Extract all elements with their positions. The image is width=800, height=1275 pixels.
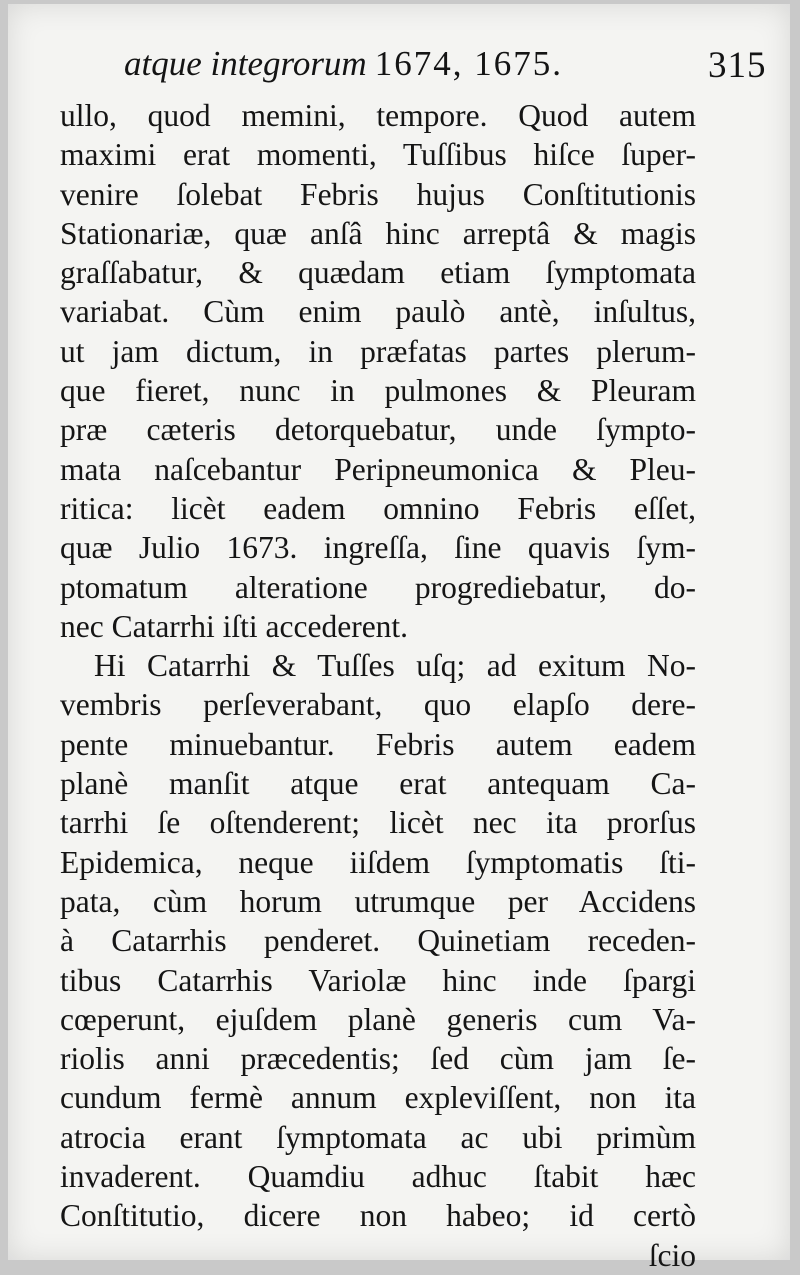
- text-line: que fieret, nunc in pulmones & Pleuram: [60, 373, 696, 409]
- text-line: ut jam dictum, in præfatas partes plerum-: [60, 333, 696, 369]
- text-line: venire ſolebat Febris hujus Conſtitutionis: [60, 176, 696, 212]
- paragraph-2: [60, 646, 696, 1275]
- page-number: 315: [708, 45, 767, 86]
- text-line: quæ Julio 1673. ingreſſa, ſine quavis ſym-: [60, 530, 696, 566]
- text-line: planè manſit atque erat antequam Ca-: [60, 766, 696, 802]
- text-line: ullo, quod memini, tempore. Quod autem: [60, 98, 696, 133]
- text-line: cœperunt, ejuſdem planè generis cum Va-: [60, 1001, 696, 1037]
- text-line: pata, cùm horum utrumque per Accidens: [60, 883, 696, 919]
- text-line: ptomatum alteratione progrediebatur, do-: [60, 569, 696, 605]
- text-line: ritica: licèt eadem omnino Febris eſſet,: [60, 490, 696, 526]
- text-line: Stationariæ, quæ anſâ hinc arreptâ & magis: [60, 215, 696, 251]
- book-page: [8, 4, 790, 1273]
- text-line: cundum fermè annum expleviſſent, non ita: [60, 1080, 696, 1116]
- running-head: [124, 44, 624, 90]
- paragraph-1: [60, 96, 696, 646]
- text-line: invaderent. Quamdiu adhuc ſtabit hæc: [60, 1159, 696, 1195]
- text-line: riolis anni præcedentis; ſed cùm jam ſe-: [60, 1041, 696, 1077]
- text-line: tibus Catarrhis Variolæ hinc inde ſpargi: [60, 962, 696, 998]
- text-line: Hi Catarrhi & Tuſſes uſq; ad exitum No-: [94, 648, 696, 684]
- text-line: maximi erat momenti, Tuſſibus hiſce ſuper-: [60, 137, 696, 173]
- text-line: Epidemica, neque iiſdem ſymptomatis ſti-: [60, 844, 696, 880]
- text-line: atrocia erant ſymptomata ac ubi primùm: [60, 1119, 696, 1155]
- text-line: tarrhi ſe oſtenderent; licèt nec ita prorſus: [60, 805, 696, 841]
- text-line: præ cæteris detorquebatur, unde ſympto-: [60, 412, 696, 448]
- text-line: vembris perſeverabant, quo elapſo dere-: [60, 687, 696, 723]
- text-line: graſſabatur, & quædam etiam ſymptomata: [60, 255, 696, 291]
- text-line: pente minuebantur. Febris autem eadem: [60, 726, 696, 762]
- running-head-text: atque integrorum: [124, 44, 367, 83]
- text-line: à Catarrhis penderet. Quinetiam receden-: [60, 923, 696, 959]
- body-text: [60, 96, 696, 1275]
- catchword: ſcio: [648, 1237, 696, 1273]
- text-line: variabat. Cùm enim paulò antè, inſultus,: [60, 294, 696, 330]
- text-line: mata naſcebantur Peripneumonica & Pleu-: [60, 451, 696, 487]
- running-head-years: 1674, 1675.: [374, 44, 563, 83]
- text-line: nec Catarrhi iſti accederent.: [60, 608, 409, 644]
- text-line: Conſtitutio, dicere non habeo; id certò: [60, 1198, 696, 1234]
